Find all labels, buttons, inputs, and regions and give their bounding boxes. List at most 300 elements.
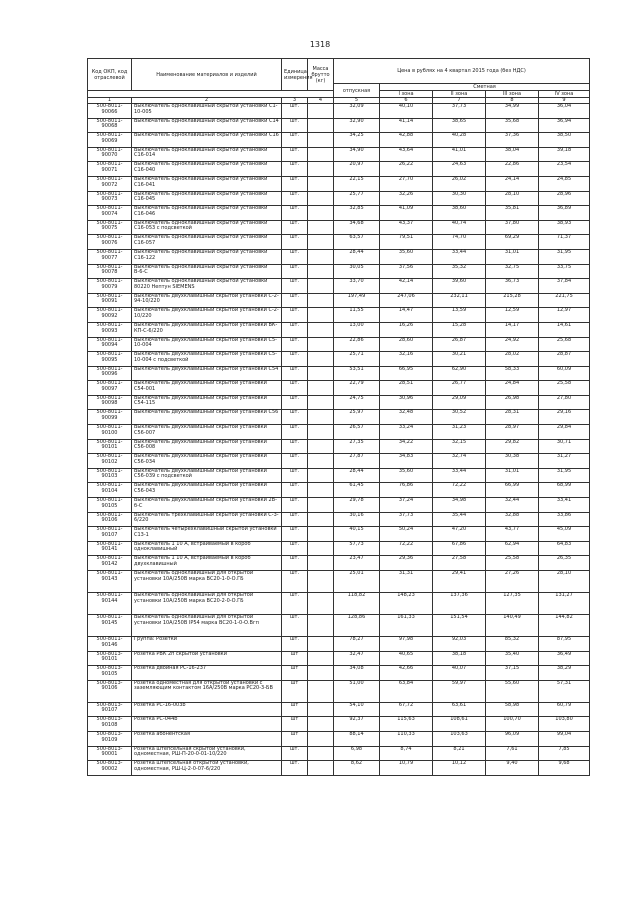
row-price-wholesale: 22,79: [334, 381, 380, 396]
header-zone-3: III зона: [486, 91, 539, 98]
row-name: Выключатель одноклавишный скрытой установки С16-122: [132, 249, 282, 264]
row-price-wholesale: 8,62: [334, 761, 380, 776]
row-price-zone-3: 69,29: [486, 235, 539, 250]
row-name: Розетка РС-16-003b: [132, 702, 282, 717]
row-name: Выключатель двухклавишный скрытой установки С5-10-004 с подсветкой: [132, 352, 282, 367]
row-code: 500-8011-90097: [88, 381, 132, 396]
row-code: 500-8011-90066: [88, 104, 132, 119]
row-price-wholesale: 63,57: [334, 235, 380, 250]
row-price-zone-4: 36,49: [539, 651, 590, 666]
row-price-zone-1: 32,48: [380, 410, 433, 425]
row-unit: шт.: [282, 454, 308, 469]
row-name: Выключатель одноклавишный скрытой установки С16-014: [132, 147, 282, 162]
row-price-zone-4: 12,97: [539, 308, 590, 323]
row-code: 500-8011-90145: [88, 615, 132, 637]
row-price-zone-1: 34,83: [380, 454, 433, 469]
row-price-zone-4: 39,18: [539, 147, 590, 162]
table-row: [88, 556, 590, 571]
table-row: [88, 468, 590, 483]
row-price-zone-2: 92,03: [433, 637, 486, 652]
row-price-wholesale: 32,47: [334, 651, 380, 666]
row-price-zone-1: 37,56: [380, 264, 433, 279]
col-number: 1: [88, 98, 132, 104]
row-name: Выключатель двухклавишный скрытой установки С56-008: [132, 439, 282, 454]
row-unit: шт.: [282, 249, 308, 264]
row-price-zone-3: 35,68: [486, 118, 539, 133]
row-price-zone-1: 63,84: [380, 680, 433, 702]
row-price-zone-3: 12,59: [486, 308, 539, 323]
row-price-zone-2: 35,44: [433, 512, 486, 527]
row-price-zone-4: 103,80: [539, 717, 590, 732]
row-price-zone-1: 31,31: [380, 571, 433, 593]
row-price-zone-2: 8,21: [433, 746, 486, 761]
row-code: 500-8011-90098: [88, 395, 132, 410]
row-unit: шт.: [282, 220, 308, 235]
row-price-zone-4: 28,10: [539, 571, 590, 593]
row-price-zone-1: 161,33: [380, 615, 433, 637]
row-price-zone-1: 35,60: [380, 249, 433, 264]
row-code: 500-8013-90109: [88, 731, 132, 746]
row-price-zone-3: 37,80: [486, 220, 539, 235]
row-price-zone-4: 37,84: [539, 279, 590, 294]
row-unit: шт.: [282, 381, 308, 396]
row-price-zone-4: 25,68: [539, 337, 590, 352]
row-mass: [308, 468, 334, 483]
row-price-zone-2: 59,97: [433, 680, 486, 702]
row-price-zone-4: 24,85: [539, 176, 590, 191]
row-mass: [308, 235, 334, 250]
row-price-zone-1: 41,14: [380, 118, 433, 133]
row-price-zone-4: 38,93: [539, 220, 590, 235]
row-unit: шт.: [282, 366, 308, 381]
row-price-zone-3: 34,99: [486, 104, 539, 119]
row-price-zone-1: 79,51: [380, 235, 433, 250]
row-price-zone-3: 36,73: [486, 279, 539, 294]
row-price-wholesale: 57,73: [334, 541, 380, 556]
row-price-zone-4: 28,87: [539, 352, 590, 367]
row-price-wholesale: 92,37: [334, 717, 380, 732]
row-price-zone-2: 32,74: [433, 454, 486, 469]
table-row: [88, 425, 590, 440]
row-unit: шт.: [282, 352, 308, 367]
row-mass: [308, 717, 334, 732]
row-code: 500-8013-90105: [88, 666, 132, 681]
row-name: Выключатель двухклавишный скрытой установки С-2-10/220: [132, 308, 282, 323]
row-code: 500-8011-90099: [88, 410, 132, 425]
table-row: [88, 593, 590, 615]
row-price-wholesale: 78,27: [334, 637, 380, 652]
col-number: 4: [308, 98, 334, 104]
row-code: 500-8013-90108: [88, 717, 132, 732]
table-row: [88, 366, 590, 381]
row-price-zone-4: 71,37: [539, 235, 590, 250]
row-price-wholesale: 54,10: [334, 702, 380, 717]
row-unit: шт: [282, 680, 308, 702]
row-price-wholesale: 11,55: [334, 308, 380, 323]
row-mass: [308, 352, 334, 367]
row-unit: шт: [282, 702, 308, 717]
row-price-wholesale: 53,51: [334, 366, 380, 381]
row-price-zone-2: 103,63: [433, 731, 486, 746]
row-name: Выключатель двухклавишный скрытой установки 2В-б-С: [132, 498, 282, 513]
row-price-zone-4: 31,95: [539, 249, 590, 264]
row-price-zone-2: 35,32: [433, 264, 486, 279]
row-mass: [308, 571, 334, 593]
row-mass: [308, 337, 334, 352]
row-code: 500-8011-90105: [88, 498, 132, 513]
row-unit: шт.: [282, 322, 308, 337]
row-code: 500-8013-90101: [88, 651, 132, 666]
table-row: [88, 615, 590, 637]
row-price-zone-1: 50,24: [380, 527, 433, 542]
row-price-wholesale: 25,71: [334, 352, 380, 367]
row-code: 500-8011-90075: [88, 220, 132, 235]
row-price-wholesale: 30,05: [334, 264, 380, 279]
table-row: [88, 483, 590, 498]
row-price-zone-1: 148,23: [380, 593, 433, 615]
row-price-zone-1: 37,24: [380, 498, 433, 513]
row-price-wholesale: 28,44: [334, 249, 380, 264]
row-price-zone-3: 66,99: [486, 483, 539, 498]
row-price-zone-4: 38,50: [539, 133, 590, 148]
row-unit: шт.: [282, 308, 308, 323]
row-name: Розетка штепсельная скрытой установки, одноместная, РШ-П-20-0-01-10/220: [132, 746, 282, 761]
row-price-zone-4: 36,94: [539, 118, 590, 133]
row-price-zone-3: 28,97: [486, 425, 539, 440]
row-price-zone-1: 66,95: [380, 366, 433, 381]
row-code: 500-8011-90142: [88, 556, 132, 571]
table-row: [88, 264, 590, 279]
row-mass: [308, 162, 334, 177]
row-price-zone-2: 37,73: [433, 104, 486, 119]
row-price-zone-4: 60,79: [539, 702, 590, 717]
table-row: [88, 308, 590, 323]
row-price-zone-2: 38,65: [433, 118, 486, 133]
row-price-zone-4: 9,68: [539, 761, 590, 776]
table-row: [88, 527, 590, 542]
row-price-zone-2: 32,15: [433, 439, 486, 454]
header-wholesale: отпускная: [334, 84, 380, 98]
table-row: [88, 702, 590, 717]
row-mass: [308, 322, 334, 337]
row-price-zone-1: 97,98: [380, 637, 433, 652]
row-code: 500-8011-90079: [88, 279, 132, 294]
row-name: Выключатель двухклавишный скрытой установки С56: [132, 410, 282, 425]
row-price-wholesale: 61,45: [334, 483, 380, 498]
row-price-zone-2: 26,77: [433, 381, 486, 396]
row-mass: [308, 666, 334, 681]
row-code: 500-8011-90068: [88, 118, 132, 133]
row-price-zone-3: 32,88: [486, 512, 539, 527]
table-row: [88, 220, 590, 235]
table-row: [88, 717, 590, 732]
row-price-zone-2: 31,23: [433, 425, 486, 440]
row-mass: [308, 731, 334, 746]
price-table: [87, 58, 590, 776]
row-price-zone-2: 72,22: [433, 483, 486, 498]
row-code: 500-8011-90074: [88, 206, 132, 221]
row-name: Выключатель одноклавишный скрытой установки С1-10-005: [132, 104, 282, 119]
row-price-zone-4: 99,04: [539, 731, 590, 746]
row-price-wholesale: 197,49: [334, 293, 380, 308]
row-price-zone-1: 16,26: [380, 322, 433, 337]
row-name: Выключатель одноклавишный для открытой установки 10А/250В IP54 марка ВС20-1-0-О.Вгп: [132, 615, 282, 637]
row-unit: шт.: [282, 104, 308, 119]
row-code: 500-8011-90070: [88, 147, 132, 162]
row-mass: [308, 615, 334, 637]
row-unit: шт.: [282, 235, 308, 250]
row-name: Выключатель одноклавишный скрытой установки С16-057: [132, 235, 282, 250]
row-price-wholesale: 23,47: [334, 556, 380, 571]
row-price-zone-2: 27,58: [433, 556, 486, 571]
row-mass: [308, 279, 334, 294]
row-price-zone-3: 127,35: [486, 593, 539, 615]
row-unit: шт.: [282, 147, 308, 162]
row-unit: шт.: [282, 615, 308, 637]
row-price-zone-2: 40,07: [433, 666, 486, 681]
row-price-zone-1: 76,86: [380, 483, 433, 498]
row-mass: [308, 425, 334, 440]
row-price-wholesale: 20,97: [334, 162, 380, 177]
row-code: 500-8011-90141: [88, 541, 132, 556]
row-unit: шт: [282, 651, 308, 666]
row-unit: шт: [282, 717, 308, 732]
header-zone-2: II зона: [433, 91, 486, 98]
row-code: 500-8011-90078: [88, 264, 132, 279]
row-mass: [308, 308, 334, 323]
row-price-zone-4: 33,86: [539, 512, 590, 527]
row-mass: [308, 381, 334, 396]
row-price-zone-2: 24,63: [433, 162, 486, 177]
row-price-wholesale: 34,68: [334, 220, 380, 235]
row-code: 500-8011-90143: [88, 571, 132, 593]
row-price-zone-3: 100,70: [486, 717, 539, 732]
row-name: Выключатель двухклавишный скрытой установки С56-007: [132, 425, 282, 440]
row-price-zone-4: 29,84: [539, 425, 590, 440]
row-price-wholesale: 26,57: [334, 425, 380, 440]
page-number: 1318: [309, 40, 331, 49]
row-code: 500-8011-90092: [88, 308, 132, 323]
row-price-zone-3: 28,02: [486, 352, 539, 367]
row-price-zone-4: 25,58: [539, 381, 590, 396]
row-code: 500-8011-90072: [88, 176, 132, 191]
row-price-zone-2: 47,20: [433, 527, 486, 542]
row-price-zone-4: 144,82: [539, 615, 590, 637]
row-price-zone-3: 26,98: [486, 395, 539, 410]
row-price-zone-1: 40,65: [380, 651, 433, 666]
row-price-wholesale: 29,78: [334, 498, 380, 513]
row-price-zone-3: 215,28: [486, 293, 539, 308]
row-mass: [308, 206, 334, 221]
table-row: [88, 352, 590, 367]
row-code: 500-8013-90002: [88, 761, 132, 776]
table-row: [88, 680, 590, 702]
row-price-zone-4: 36,89: [539, 206, 590, 221]
row-price-zone-3: 24,84: [486, 381, 539, 396]
row-price-zone-3: 96,09: [486, 731, 539, 746]
row-price-zone-4: 28,96: [539, 191, 590, 206]
row-code: 500-8011-90069: [88, 133, 132, 148]
row-unit: шт.: [282, 571, 308, 593]
row-price-wholesale: 24,75: [334, 395, 380, 410]
row-price-zone-1: 42,88: [380, 133, 433, 148]
col-number: 2: [132, 98, 282, 104]
row-name: Выключатель одноклавишный скрытой установки С16-053 с подсветкой: [132, 220, 282, 235]
row-price-zone-2: 38,18: [433, 651, 486, 666]
row-price-zone-1: 67,72: [380, 702, 433, 717]
header-estimate: Сметная: [380, 84, 590, 91]
row-unit: шт.: [282, 541, 308, 556]
row-mass: [308, 746, 334, 761]
row-name: Группа: Розетки: [132, 637, 282, 652]
row-price-zone-2: 40,28: [433, 133, 486, 148]
table-row: [88, 133, 590, 148]
row-price-zone-1: 72,22: [380, 541, 433, 556]
row-price-wholesale: 22,86: [334, 337, 380, 352]
row-code: 500-8011-90101: [88, 439, 132, 454]
row-unit: шт.: [282, 637, 308, 652]
row-price-zone-3: 24,92: [486, 337, 539, 352]
col-number: 6: [380, 98, 433, 104]
row-mass: [308, 527, 334, 542]
table-row: [88, 293, 590, 308]
table-row: [88, 512, 590, 527]
row-unit: шт.: [282, 512, 308, 527]
table-row: [88, 731, 590, 746]
row-price-wholesale: 128,86: [334, 615, 380, 637]
table-row: [88, 761, 590, 776]
table-row: [88, 395, 590, 410]
row-price-zone-2: 62,90: [433, 366, 486, 381]
header-code: Код ОКП, код отраслевой: [88, 59, 132, 91]
row-code: 500-8011-90106: [88, 512, 132, 527]
table-row: [88, 235, 590, 250]
row-price-zone-4: 14,61: [539, 322, 590, 337]
col-number: 8: [486, 98, 539, 104]
row-unit: шт.: [282, 118, 308, 133]
row-price-zone-2: 30,21: [433, 352, 486, 367]
row-price-zone-3: 32,44: [486, 498, 539, 513]
row-name: Выключатель одноклавишный скрытой установки С16-046: [132, 206, 282, 221]
row-price-zone-3: 31,01: [486, 468, 539, 483]
row-price-zone-3: 22,86: [486, 162, 539, 177]
row-code: 500-8011-90146: [88, 637, 132, 652]
row-name: Выключатель одноклавишный скрытой установки С16-041: [132, 176, 282, 191]
table-row: [88, 249, 590, 264]
row-price-zone-1: 110,33: [380, 731, 433, 746]
row-price-zone-3: 85,32: [486, 637, 539, 652]
table-row: [88, 104, 590, 119]
table-row: [88, 279, 590, 294]
row-price-wholesale: 34,25: [334, 133, 380, 148]
row-price-zone-4: 23,54: [539, 162, 590, 177]
row-price-wholesale: 32,90: [334, 118, 380, 133]
row-price-zone-3: 62,94: [486, 541, 539, 556]
row-mass: [308, 220, 334, 235]
row-unit: шт.: [282, 191, 308, 206]
row-price-zone-3: 29,82: [486, 439, 539, 454]
row-code: 500-8011-90095: [88, 352, 132, 367]
row-price-zone-4: 27,80: [539, 395, 590, 410]
row-name: Розетка РВК 2п скрытой установки: [132, 651, 282, 666]
row-name: Выключатель двухклавишный скрытой установки С-2-94-10/220: [132, 293, 282, 308]
row-price-zone-1: 27,70: [380, 176, 433, 191]
row-mass: [308, 176, 334, 191]
row-mass: [308, 498, 334, 513]
row-name: Выключатель двухклавишный скрытой установки С54-115: [132, 395, 282, 410]
col-number: 5: [334, 98, 380, 104]
row-price-zone-2: 108,61: [433, 717, 486, 732]
row-price-wholesale: 6,98: [334, 746, 380, 761]
row-code: 500-8013-90001: [88, 746, 132, 761]
row-code: 500-8011-90102: [88, 454, 132, 469]
row-price-zone-2: 26,87: [433, 337, 486, 352]
row-price-zone-1: 10,79: [380, 761, 433, 776]
row-name: Выключатель двухклавишный скрытой установки С5-10-004: [132, 337, 282, 352]
row-mass: [308, 541, 334, 556]
row-unit: шт.: [282, 206, 308, 221]
table-row: [88, 147, 590, 162]
row-price-zone-1: 115,63: [380, 717, 433, 732]
row-price-zone-1: 247,06: [380, 293, 433, 308]
row-price-zone-2: 34,98: [433, 498, 486, 513]
table-row: [88, 439, 590, 454]
row-price-zone-3: 43,77: [486, 527, 539, 542]
row-price-zone-4: 45,09: [539, 527, 590, 542]
table-row: [88, 666, 590, 681]
table-body: [88, 104, 590, 776]
row-mass: [308, 410, 334, 425]
row-price-zone-3: 7,61: [486, 746, 539, 761]
row-price-zone-4: 38,29: [539, 666, 590, 681]
row-price-zone-1: 32,16: [380, 352, 433, 367]
row-price-wholesale: 51,00: [334, 680, 380, 702]
row-unit: шт.: [282, 133, 308, 148]
row-name: Розетка двойная РС-16-237: [132, 666, 282, 681]
header-mass: Масса брутто (кг): [308, 59, 334, 91]
row-price-zone-4: 29,16: [539, 410, 590, 425]
row-unit: шт.: [282, 337, 308, 352]
row-unit: шт.: [282, 410, 308, 425]
table-row: [88, 206, 590, 221]
row-price-zone-2: 137,36: [433, 593, 486, 615]
row-price-zone-3: 58,33: [486, 366, 539, 381]
row-price-wholesale: 25,01: [334, 571, 380, 593]
table-row: [88, 454, 590, 469]
row-price-zone-1: 28,60: [380, 337, 433, 352]
row-mass: [308, 651, 334, 666]
row-price-zone-2: 29,09: [433, 395, 486, 410]
row-name: Выключатель одноклавишный скрытой установки С16-040: [132, 162, 282, 177]
row-price-zone-3: 140,49: [486, 615, 539, 637]
row-price-zone-3: 9,40: [486, 761, 539, 776]
row-code: 500-8011-90077: [88, 249, 132, 264]
row-price-zone-3: 28,31: [486, 410, 539, 425]
row-code: 500-8011-90091: [88, 293, 132, 308]
row-mass: [308, 454, 334, 469]
row-name: Выключатель двухклавишный скрытой установки ВК-КП-С-6/220: [132, 322, 282, 337]
row-price-zone-3: 37,15: [486, 666, 539, 681]
row-price-zone-2: 15,28: [433, 322, 486, 337]
row-price-zone-2: 10,12: [433, 761, 486, 776]
row-price-zone-2: 38,60: [433, 206, 486, 221]
row-price-wholesale: 33,70: [334, 279, 380, 294]
row-price-zone-3: 32,75: [486, 264, 539, 279]
row-price-zone-1: 30,96: [380, 395, 433, 410]
header-zone-4: IV зона: [539, 91, 590, 98]
row-price-zone-1: 8,74: [380, 746, 433, 761]
row-code: 500-8011-90096: [88, 366, 132, 381]
